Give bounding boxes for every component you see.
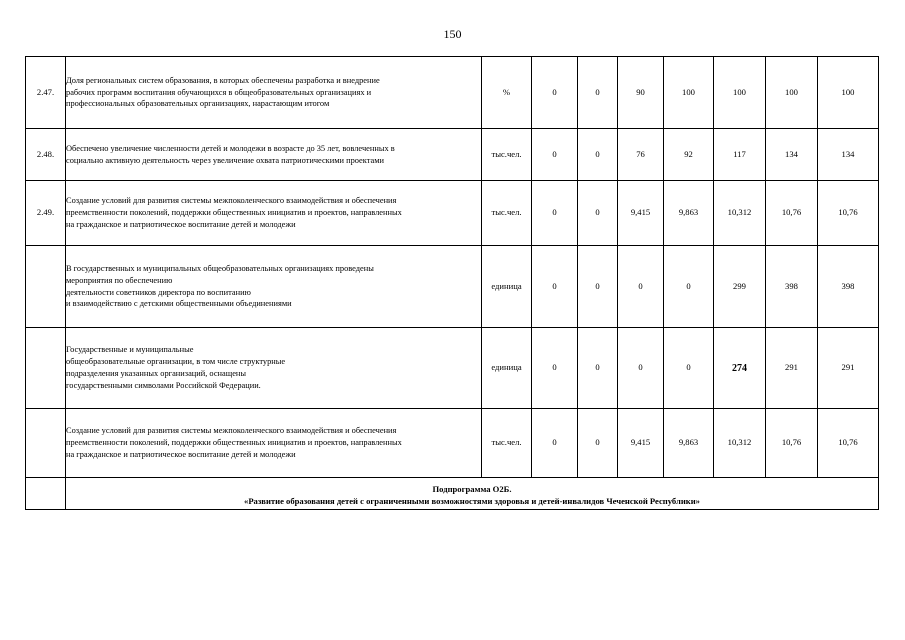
indicator-description: Обеспечено увеличение численности детей и молодежи в возрасте до 35 лет, вовлеченных в социально активную деятельность через увеличение охвата патриотическими проектами: [66, 129, 482, 181]
indicator-value: 10,76: [818, 409, 879, 478]
indicator-value: 398: [766, 246, 818, 328]
indicator-value: 0: [532, 246, 578, 328]
indicators-table: [25, 56, 879, 510]
indicator-value: 291: [766, 328, 818, 409]
indicator-value: 0: [532, 57, 578, 129]
table-row: [26, 57, 879, 129]
indicator-value: 0: [532, 409, 578, 478]
table-row: [26, 246, 879, 328]
indicator-value: 0: [664, 246, 714, 328]
indicator-value: 92: [664, 129, 714, 181]
indicator-unit: тыс.чел.: [482, 181, 532, 246]
indicator-value: 10,76: [766, 181, 818, 246]
indicator-value: 117: [714, 129, 766, 181]
indicator-unit: единица: [482, 328, 532, 409]
indicator-value: 0: [532, 129, 578, 181]
indicator-unit: единица: [482, 246, 532, 328]
table-row: [26, 129, 879, 181]
indicator-description: Создание условий для развития системы межпоколенческого взаимодействия и обеспечения преемственности поколений, поддержки общественных инициатив и проектов, направленных на гражданское и патриотическое воспитание детей и молодежи: [66, 181, 482, 246]
indicator-value: 274: [714, 328, 766, 409]
indicator-value: 10,76: [766, 409, 818, 478]
subprogram-subtitle: «Развитие образования детей с ограниченными возможностями здоровья и детей-инвалидов Чеченской Республики»: [244, 496, 700, 506]
indicator-value: 0: [578, 409, 618, 478]
indicator-unit: тыс.чел.: [482, 409, 532, 478]
row-number: 2.47.: [26, 57, 66, 129]
indicator-description: Создание условий для развития системы межпоколенческого взаимодействия и обеспечения преемственности поколений, поддержки общественных инициатив и проектов, направленных на гражданское и патриотическое воспитание детей и молодежи: [66, 409, 482, 478]
indicator-value: 0: [578, 246, 618, 328]
indicator-value: 100: [714, 57, 766, 129]
indicator-value: 0: [618, 328, 664, 409]
row-number-empty: [26, 478, 66, 510]
subprogram-row: [26, 478, 879, 510]
row-number: 2.49.: [26, 181, 66, 246]
indicator-value: 0: [664, 328, 714, 409]
indicator-description: В государственных и муниципальных общеобразовательных организациях проведены мероприятия по обеспечению деятельности советников директора по воспитанию и взаимодействию с детскими общественными объединениями: [66, 246, 482, 328]
indicator-value: 0: [578, 181, 618, 246]
row-number: [26, 409, 66, 478]
subprogram-heading: [66, 478, 879, 510]
indicator-value: 100: [818, 57, 879, 129]
row-number: [26, 328, 66, 409]
indicator-value: 9,863: [664, 181, 714, 246]
row-number: [26, 246, 66, 328]
indicator-value: 10,312: [714, 181, 766, 246]
indicator-value: 76: [618, 129, 664, 181]
row-number: 2.48.: [26, 129, 66, 181]
indicator-value: 10,312: [714, 409, 766, 478]
indicator-value: 0: [578, 129, 618, 181]
indicator-description: Доля региональных систем образования, в которых обеспечены разработка и внедрение рабочих программ воспитания обучающихся в общеобразовательных организациях и профессиональных образовательных организациях, нарастающим итогом: [66, 57, 482, 129]
indicator-value: 100: [766, 57, 818, 129]
indicator-value: 134: [766, 129, 818, 181]
indicator-value: 0: [532, 181, 578, 246]
indicator-value: 398: [818, 246, 879, 328]
indicator-value: 0: [578, 328, 618, 409]
table-row: [26, 181, 879, 246]
indicator-unit: %: [482, 57, 532, 129]
indicator-value: 291: [818, 328, 879, 409]
indicator-value: 0: [532, 328, 578, 409]
indicator-value: 9,415: [618, 409, 664, 478]
table-row: [26, 328, 879, 409]
indicator-unit: тыс.чел.: [482, 129, 532, 181]
indicator-value: 90: [618, 57, 664, 129]
page-number: 150: [443, 27, 462, 41]
subprogram-title: Подпрограмма О2Б.: [432, 483, 512, 494]
indicator-value: 9,415: [618, 181, 664, 246]
indicator-value: 134: [818, 129, 879, 181]
indicator-value: 10,76: [818, 181, 879, 246]
indicator-description: Государственные и муниципальные общеобразовательные организации, в том числе структурные подразделения указанных организаций, оснащены государственными символами Российской Федерации.: [66, 328, 482, 409]
indicator-value: 0: [618, 246, 664, 328]
indicator-value: 299: [714, 246, 766, 328]
indicator-value: 9,863: [664, 409, 714, 478]
indicator-value: 0: [578, 57, 618, 129]
indicator-value: 100: [664, 57, 714, 129]
table-row: [26, 409, 879, 478]
